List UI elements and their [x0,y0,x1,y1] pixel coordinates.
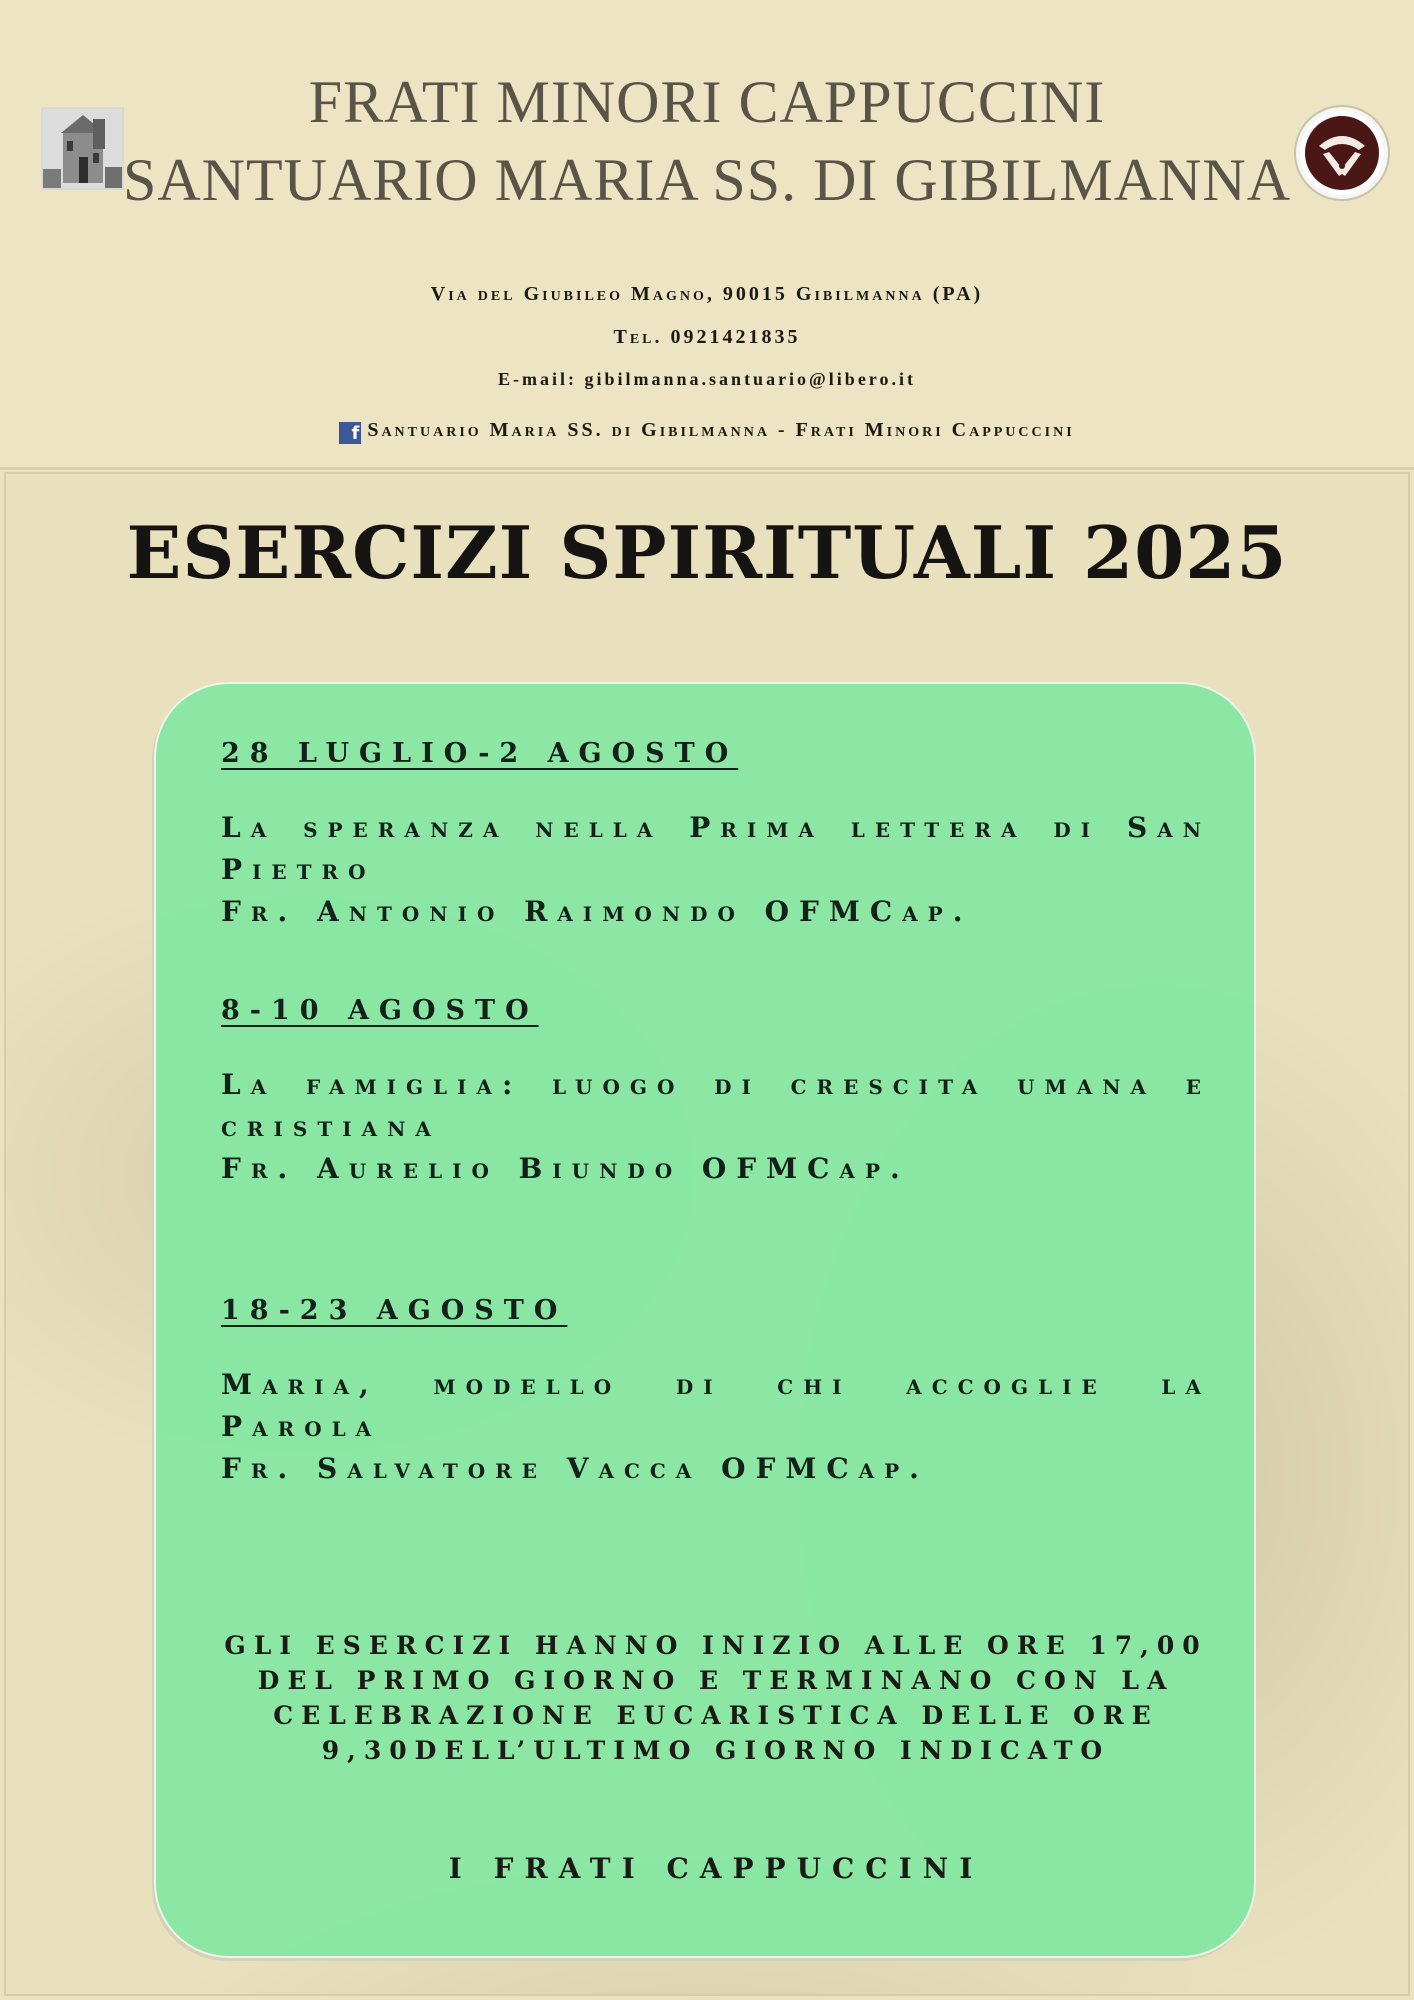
retreat-topic: La speranza nella Prima lettera di San Pietro [221,811,1211,886]
retreat-topic: Maria, modello di chi accoglie la Parola [221,1368,1211,1443]
page-header [0,0,1414,470]
sanctuary-name: SANTUARIO MARIA SS. DI GIBILMANNA [122,147,1292,213]
retreat-2 [221,995,1211,1190]
retreat-date: 18-23 AGOSTO [221,1295,568,1326]
retreat-preacher: Fr. Aurelio Biundo OFMCap. [221,1152,910,1185]
retreat-date: 8-10 AGOSTO [221,995,539,1026]
retreat-date: 28 LUGLIO-2 AGOSTO [221,738,739,769]
retreat-topic: La famiglia: luogo di crescita umana e cristiana [221,1068,1211,1143]
franciscan-emblem-logo [1296,107,1388,199]
retreat-1 [221,738,1211,933]
address-line: Via del Giubileo Magno, 90015 Gibilmanna (PA) [430,283,984,305]
retreat-preacher: Fr. Antonio Raimondo OFMCap. [221,895,973,928]
facebook-line [0,419,1414,444]
retreat-preacher: Fr. Salvatore Vacca OFMCap. [221,1452,929,1485]
retreat-3 [221,1295,1211,1490]
email-line [0,369,1414,390]
order-name: FRATI MINORI CAPPUCCINI [308,69,1106,135]
crossed-arms-icon [1305,116,1379,190]
email-prefix: E- [498,369,523,389]
email-address: mail: gibilmanna.santuario@libero.it [522,369,916,389]
page-title: ESERCIZI SPIRITUALI 2025 [126,510,1288,595]
facebook-icon: f [339,422,361,444]
facebook-page-name: Santuario Maria SS. di Gibilmanna - Frati Minori Cappuccini [367,419,1075,441]
phone-line: Tel. 0921421835 [613,326,801,348]
signature: I FRATI CAPPUCCINI [448,1852,984,1885]
schedule-note: GLI ESERCIZI HANNO INIZIO ALLE ORE 17,00 DEL PRIMO GIORNO E TERMINANO CON LA CELEBRAZIONE EUCARISTICA DELLE ORE 9,30DELL’ULTIMO GIORNO INDICATO [224,1631,1208,1765]
